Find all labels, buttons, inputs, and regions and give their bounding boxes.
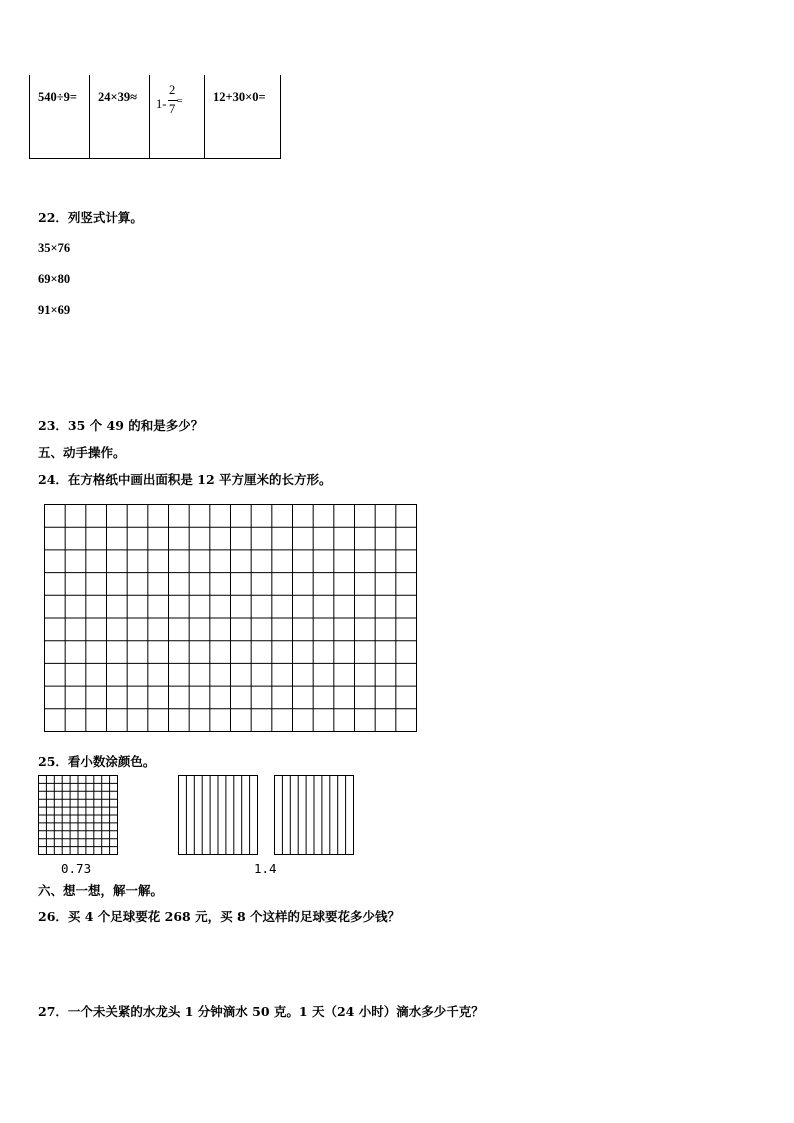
tenths-square-1[interactable] (178, 775, 258, 855)
calc-cell-1 (30, 75, 90, 158)
calc-cell-2 (90, 75, 150, 158)
calc-cell-4 (205, 75, 280, 158)
question-24-title: 24．在方格纸中画出面积是 12 平方厘米的长方形。 (38, 472, 332, 487)
calc-cell-text: 540÷9= (38, 90, 77, 104)
tenths-square-2[interactable] (274, 775, 354, 855)
fraction-numerator: 2 (169, 83, 176, 97)
expression-1: 35×76 (38, 241, 71, 255)
caption-0-73: 0.73 (61, 861, 92, 876)
fraction-equals: = (177, 96, 183, 107)
expression-2: 69×80 (38, 272, 71, 286)
fraction-whole: 1- (156, 97, 167, 111)
calc-table (29, 75, 281, 159)
question-25-title: 25．看小数涂颜色。 (38, 754, 156, 769)
calc-cell-text: 12+30×0= (213, 90, 266, 104)
section-5-title: 五、动手操作。 (38, 445, 126, 460)
question-23-title: 23．35 个 49 的和是多少？ (38, 418, 204, 433)
question-22-title: 22．列竖式计算。 (38, 210, 143, 225)
hundredths-square[interactable] (38, 775, 118, 855)
question-27-title: 27．一个未关紧的水龙头 1 分钟滴水 50 克。1 天（24 小时）滴水多少千克？ (38, 1004, 484, 1019)
grid-paper[interactable] (44, 504, 417, 732)
expression-3: 91×69 (38, 303, 71, 317)
calc-cell-text: 24×39≈ (98, 90, 137, 104)
calc-cell-3 (150, 75, 205, 158)
caption-1-4: 1.4 (254, 861, 277, 876)
question-26-title: 26．买 4 个足球要花 268 元，买 8 个这样的足球要花多少钱？ (38, 909, 400, 924)
fraction-denominator: 7 (169, 102, 176, 116)
section-6-title: 六、想一想，解一解。 (38, 883, 164, 898)
